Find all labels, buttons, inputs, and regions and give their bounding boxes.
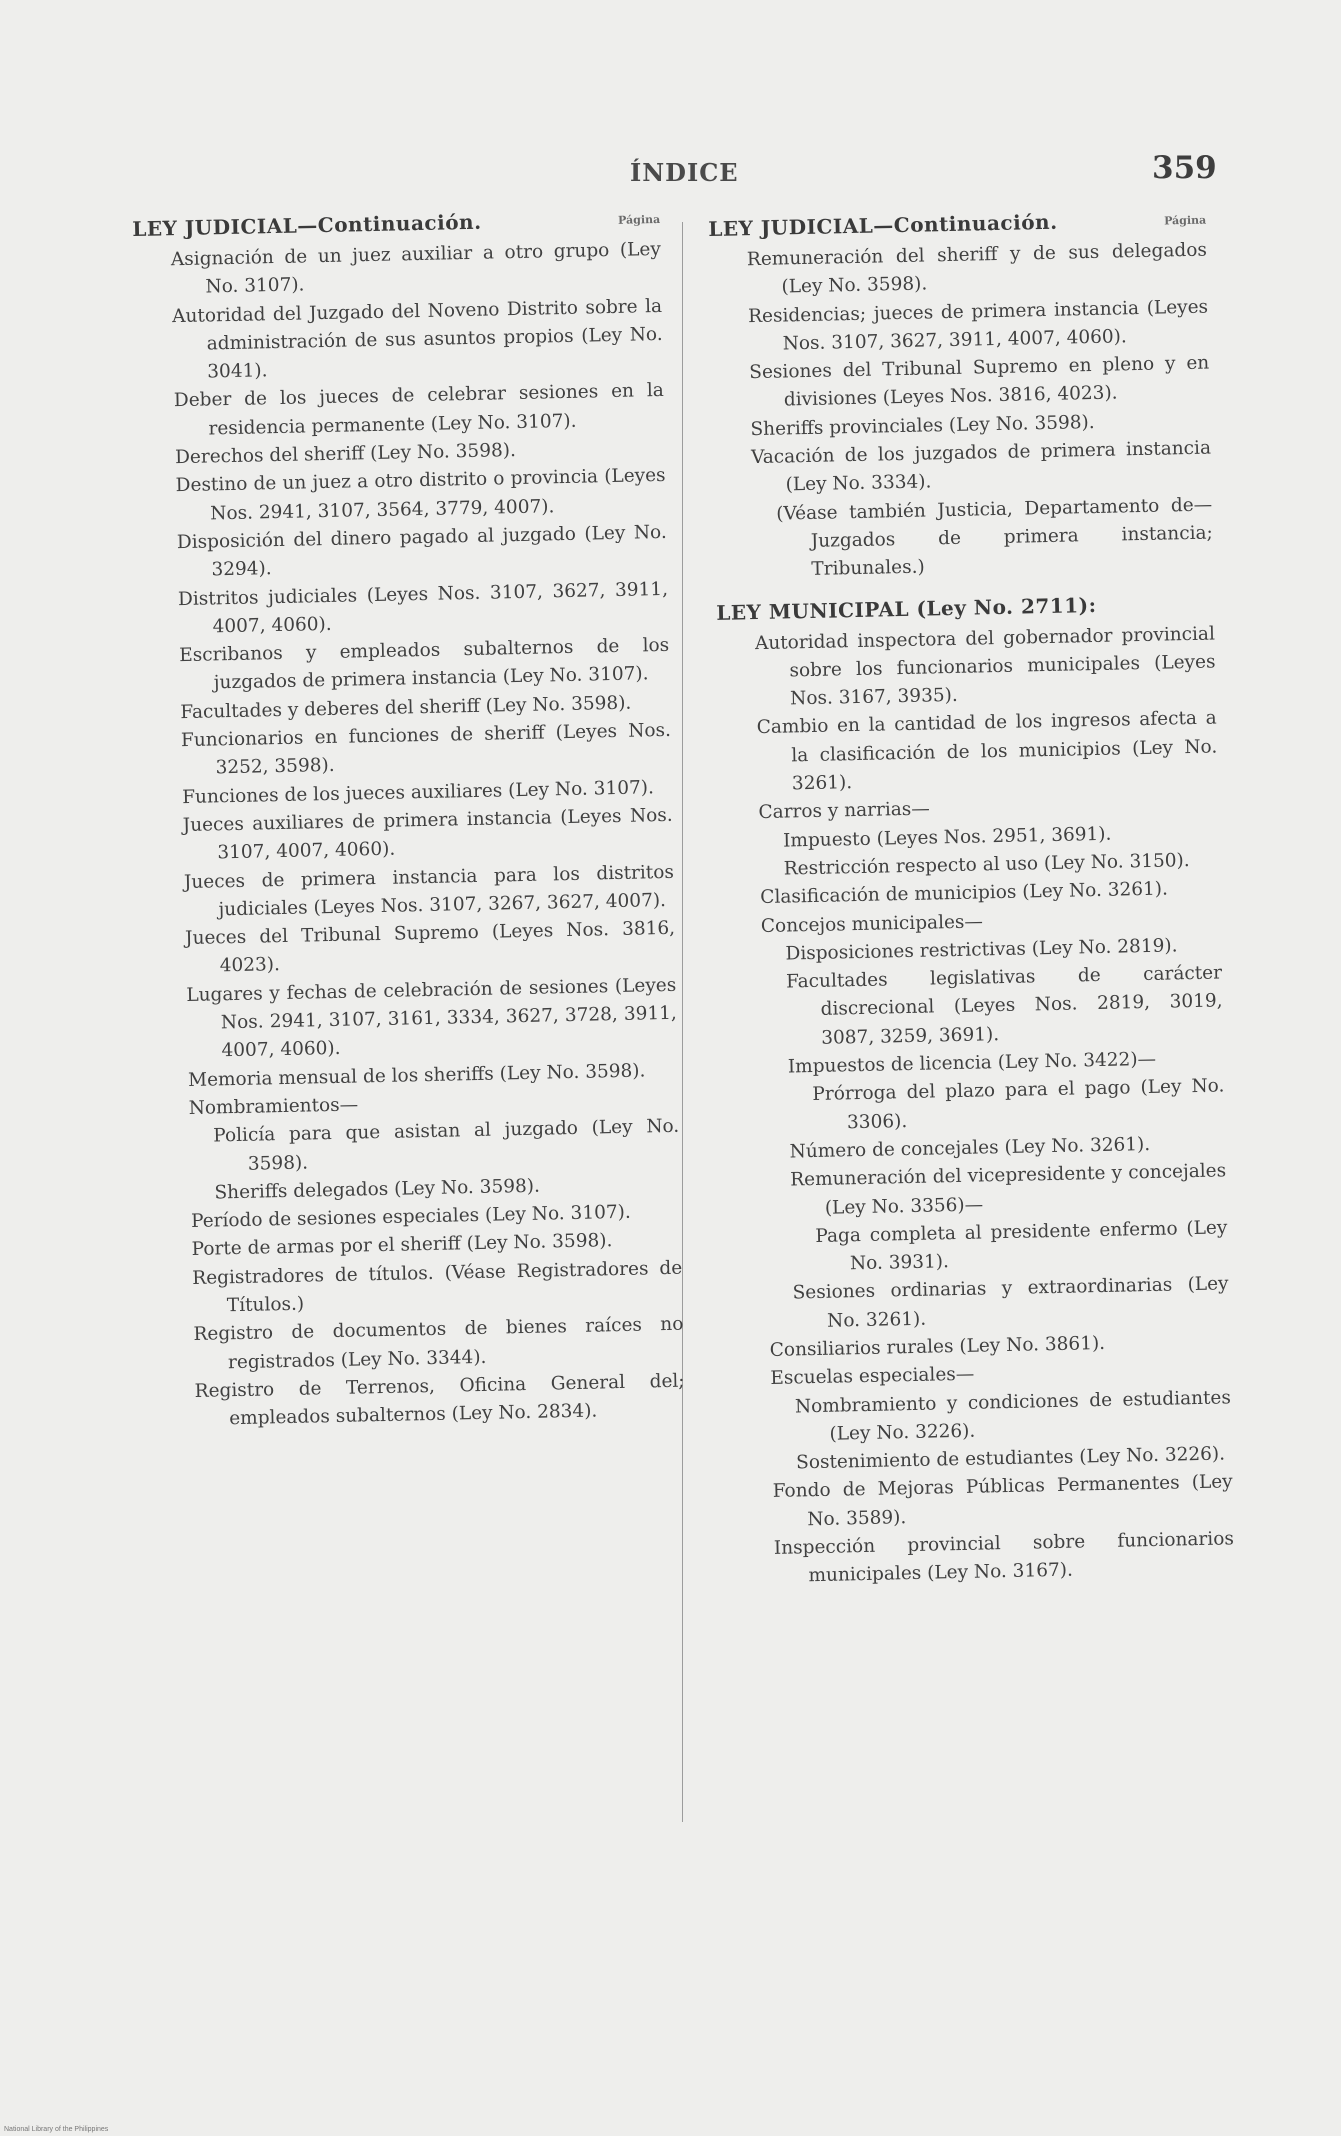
index-subentry: Disposiciones restrictivas (Ley No. 2819). [785,935,1178,965]
index-subentry: Impuesto (Leyes Nos. 2951, 3691). [782,823,1112,852]
index-entry: Jueces auxiliares de primera instancia (Leyes Nos. 3107, 4007, 4060). [182,804,673,864]
index-subentry: Sheriffs delegados (Ley No. 3598). [214,1175,541,1204]
pagina-label: Página [1163,213,1207,228]
index-entry: Nombramientos— [188,1094,359,1119]
index-entry: Cambio en la cantidad de los ingresos afecta a la clasificación de los municipios (Ley No. 3261). [756,707,1218,795]
index-subentry: Sostenimiento de estudiantes (Ley No. 3226). [795,1443,1226,1474]
index-subentry: Facultades legislativas de carácter discrecional (Leyes Nos. 2819, 3019, 3087, 3259, 3691). [785,962,1223,1049]
index-entry: Lugares y fechas de celebración de sesiones (Leyes Nos. 2941, 3107, 3161, 3334, 3627, 3728, 3911, 4007, 4060). [186,974,678,1062]
index-entry: Concejos municipales— [760,910,984,937]
index-entry: Escribanos y empleados subalternos de los juzgados de primera instancia (Ley No. 3107). [179,635,670,694]
index-entry: Consiliarios rurales (Ley No. 3861). [769,1332,1106,1361]
pagina-label: Página [617,212,661,227]
column-divider [682,222,683,1822]
scan-credit-footer: National Library of the Philippines [4,2126,109,2133]
index-subentry: Nombramiento y condiciones de estudiantes (Ley No. 3226). [794,1386,1232,1445]
index-entry: Porte de armas por el sheriff (Ley No. 3598). [191,1230,613,1261]
index-entry: Residencias; jueces de primera instancia (Leyes Nos. 3107, 3627, 3911, 4007, 4060). [747,296,1209,355]
page-header [0,150,1341,190]
index-entry: Asignación de un juez auxiliar a otro grupo (Ley No. 3107). [170,238,662,298]
index-entry: Distritos judiciales (Leyes Nos. 3107, 3627, 3911, 4007, 4060). [177,578,669,638]
index-entry: Facultades y deberes del sheriff (Ley No. 3598). [180,692,632,723]
index-entry: Registro de documentos de bienes raíces no registrados (Ley No. 3344). [193,1313,684,1373]
index-subsubentry: Paga completa al presidente enfermo (Ley No. 3931). [815,1217,1228,1275]
index-entry: Vacación de los juzgados de primera instancia (Ley No. 3334). [750,437,1212,496]
index-entry: Destino de un juez a otro distrito o provincia (Leyes Nos. 2941, 3107, 3564, 3779, 4007). [175,465,666,525]
index-subsubentry: Prórroga del plazo para el pago (Ley No. 3306). [812,1075,1225,1133]
page-number: 359 [1152,150,1217,186]
index-subentry: Policía para que asistan al juzgado (Ley No. 3598). [213,1115,680,1175]
index-entry: Inspección provincial sobre funcionarios municipales (Ley No. 3167). [773,1528,1235,1587]
index-entry: Fondo de Mejoras Públicas Permanentes (Ley No. 3589). [772,1471,1233,1530]
index-entry: Carros y narrias— [758,798,931,824]
section-title-ley-judicial-cont: LEY JUDICIAL—Continuación. [708,209,1058,241]
index-entry: Clasificación de municipios (Ley No. 3261). [760,878,1169,909]
left-column [132,204,685,1435]
index-entry: Escuelas especiales— [770,1363,975,1390]
running-title: ÍNDICE [630,158,739,187]
index-entry: Registradores de títulos. (Véase Registradores de Títulos.) [192,1257,683,1317]
index-entry: Sheriffs provinciales (Ley No. 3598). [750,411,1095,440]
section-title-ley-municipal: LEY MUNICIPAL (Ley No. 2711): [716,592,1097,625]
right-column [708,205,1235,1593]
index-entry: Jueces del Tribunal Supremo (Leyes Nos. 3816, 4023). [184,917,676,977]
index-entry: Autoridad inspectora del gobernador provincial sobre los funcionarios municipales (Leyes Nos. 3167, 3935). [754,623,1216,710]
index-entry: Derechos del sheriff (Ley No. 3598). [174,440,517,469]
index-entry: Registro de Terrenos, Oficina General del; empleados subalternos (Ley No. 2834). [194,1370,685,1430]
see-also-reference: (Véase también Justicia, Departamento de—Juzgados de primera instancia; Tribunales.) [776,494,1213,581]
index-entry: Funcionarios en funciones de sheriff (Leyes Nos. 3252, 3598). [180,719,672,779]
index-entry: Jueces de primera instancia para los distritos judiciales (Leyes Nos. 3107, 3267, 3627, 4007). [183,861,675,921]
index-subentry: Impuestos de licencia (Ley No. 3422)— [787,1048,1157,1078]
index-entry: Sesiones del Tribunal Supremo en pleno y en divisiones (Leyes Nos. 3816, 4023). [749,352,1210,411]
index-subentry: Número de concejales (Ley No. 3261). [789,1133,1151,1163]
index-subentry: Sesiones ordinarias y extraordinarias (Ley No. 3261). [792,1273,1229,1332]
index-entry: Disposición del dinero pagado al juzgado (Ley No. 3294). [176,521,667,581]
index-entry: Remuneración del sheriff y de sus delegados (Ley No. 3598). [746,239,1208,298]
index-subentry: Restricción respecto al uso (Ley No. 3150). [783,849,1190,880]
section-title-ley-judicial: LEY JUDICIAL—Continuación. [132,209,482,241]
index-entry: Deber de los jueces de celebrar sesiones en la residencia permanente (Ley No. 3107). [173,380,665,440]
index-subentry: Remuneración del vicepresidente y concejales (Ley No. 3356)— [790,1160,1227,1219]
index-entry: Memoria mensual de los sheriffs (Ley No. 3598). [187,1060,646,1091]
index-entry: Autoridad del Juzgado del Noveno Distrito sobre la administración de sus asuntos propios (Ley No. 3041). [171,295,663,383]
index-entry: Funciones de los jueces auxiliares (Ley No. 3107). [181,776,655,808]
index-entry: Período de sesiones especiales (Ley No. 3107). [190,1201,631,1233]
